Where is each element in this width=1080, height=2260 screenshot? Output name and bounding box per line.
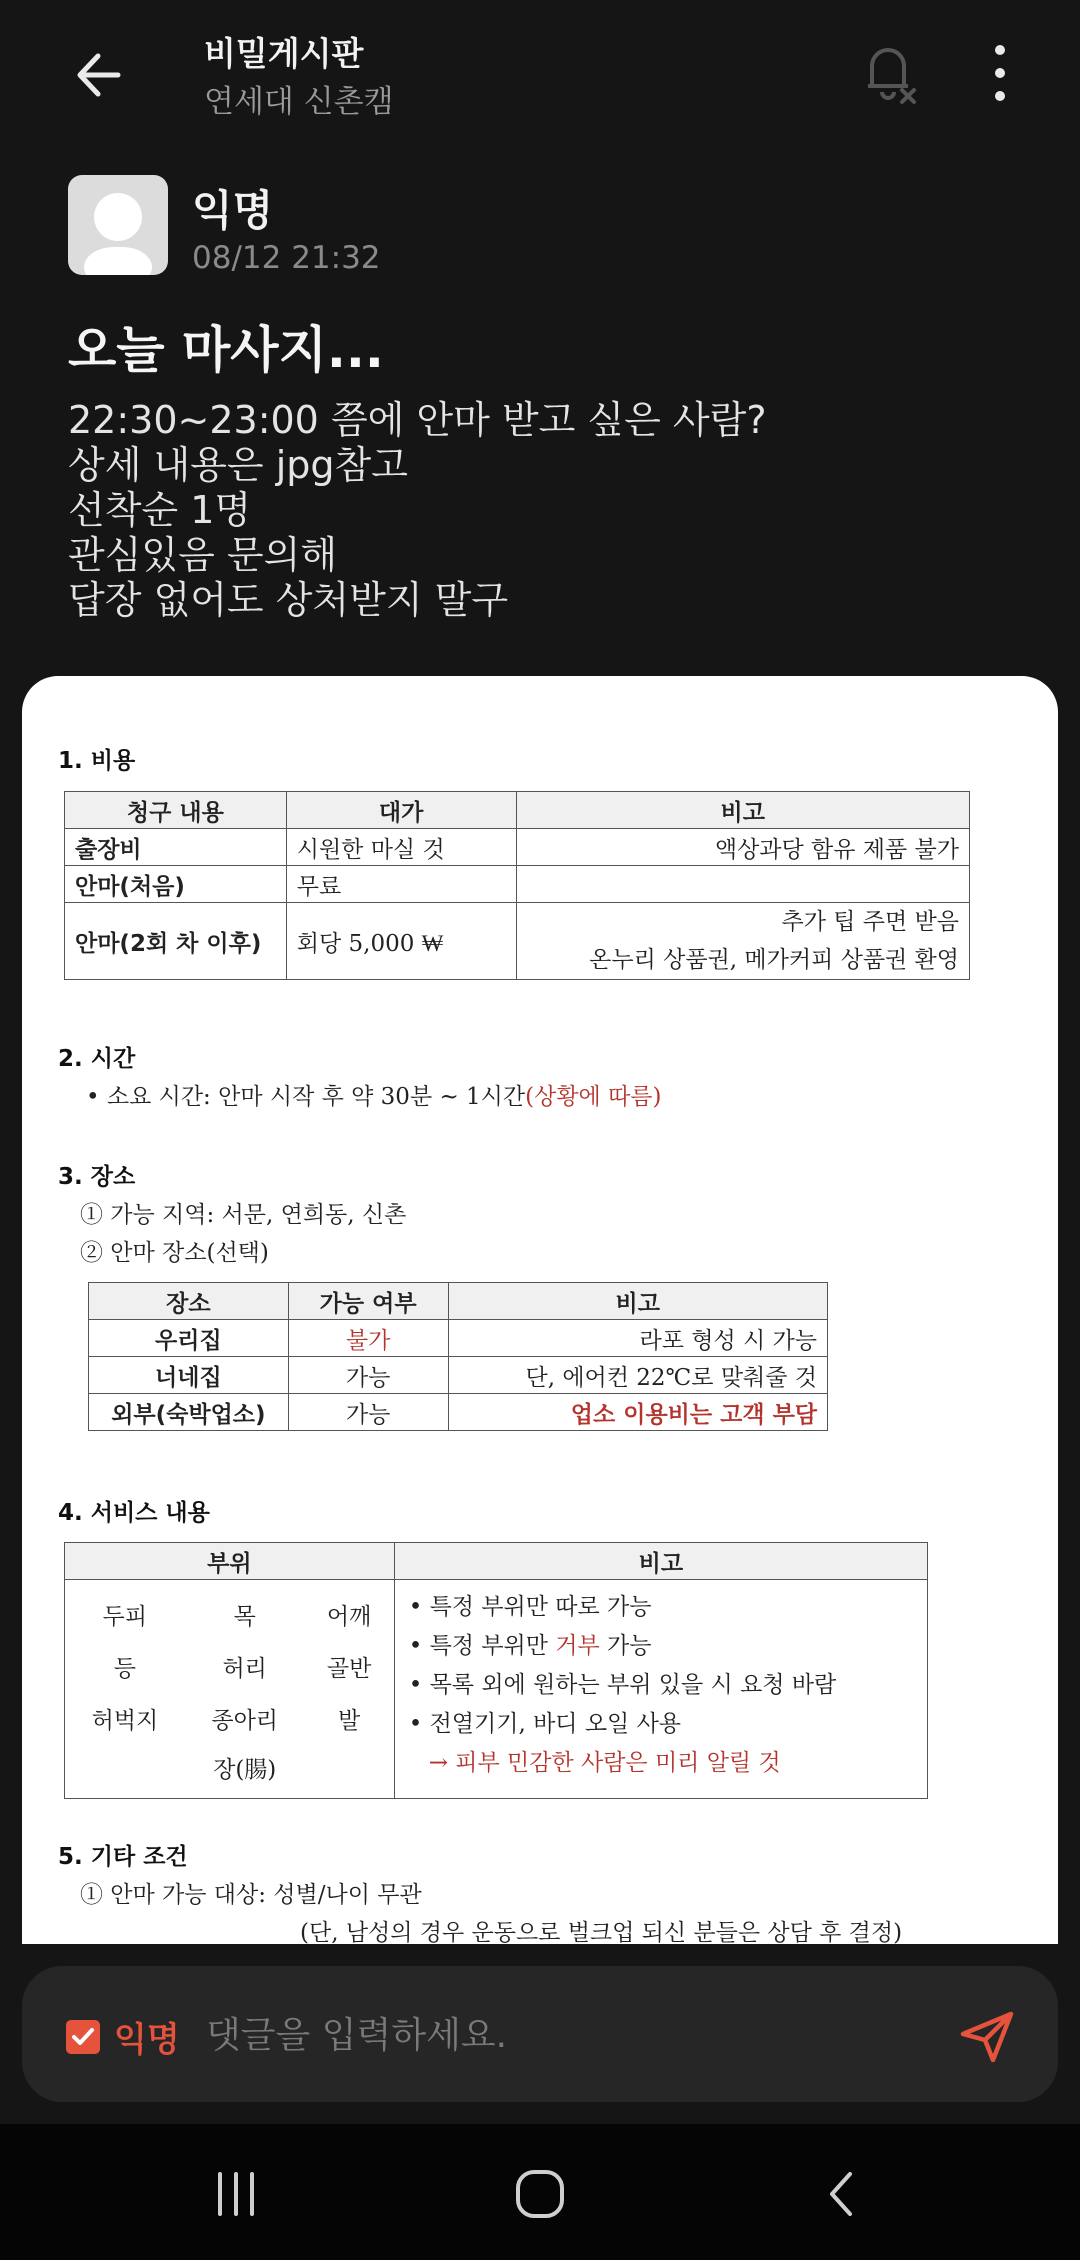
- section-heading: 1. 비용: [58, 748, 136, 774]
- default-avatar-icon: [68, 175, 168, 275]
- service-note: • 전열기기, 바디 오일 사용: [408, 1711, 682, 1737]
- doc-line: ① 가능 지역: 서문, 연희동, 신촌: [80, 1202, 407, 1228]
- body-part: 두피: [102, 1603, 148, 1630]
- post-title: 오늘 마사지...: [68, 321, 384, 379]
- table-header: 비고: [516, 792, 969, 829]
- service-note: • 특정 부위만 따로 가능: [408, 1594, 652, 1620]
- table-cell: 액상과당 함유 제품 불가: [516, 829, 969, 866]
- post-body-line: 관심있음 문의해: [68, 533, 338, 577]
- place-table: [88, 1282, 828, 1431]
- cost-table: [64, 791, 970, 980]
- board-title: 비밀게시판: [204, 34, 364, 73]
- table-cell: 외부(숙박업소): [89, 1394, 289, 1431]
- table-row: [65, 866, 970, 903]
- table-cell: [516, 866, 969, 903]
- avatar: [68, 175, 168, 275]
- table-cell: 무료: [286, 866, 516, 903]
- table-cell: 라포 형성 시 가능: [448, 1320, 827, 1357]
- doc-line: [86, 1078, 661, 1111]
- check-icon: [66, 2020, 100, 2054]
- home-icon[interactable]: [510, 2164, 570, 2224]
- body-part: [305, 1744, 394, 1790]
- table-header: 가능 여부: [288, 1283, 448, 1320]
- attached-image[interactable]: [22, 676, 1058, 1944]
- table-cell: 회당 5,000 ₩: [286, 903, 516, 980]
- more-vertical-icon[interactable]: [982, 40, 1018, 106]
- parts-grid: [65, 1588, 394, 1790]
- table-cell: 안마(처음): [65, 866, 287, 903]
- note-line: 추가 팁 주면 받음: [781, 909, 959, 935]
- table-cell: [65, 1580, 395, 1799]
- post-body-line: 22:30~23:00 쯤에 안마 받고 싶은 사람?: [68, 398, 767, 442]
- body-part: 발: [338, 1707, 361, 1734]
- post-body-line: 답장 없어도 상처받지 말구: [68, 578, 509, 622]
- section-heading: 4. 서비스 내용: [58, 1500, 210, 1526]
- service-table: [64, 1542, 928, 1799]
- table-header: 비고: [448, 1283, 827, 1320]
- table-cell: 업소 이용비는 고객 부담: [448, 1394, 827, 1431]
- section-heading: 2. 시간: [58, 1046, 136, 1072]
- table-cell: 우리집: [89, 1320, 289, 1357]
- table-header: 비고: [394, 1543, 927, 1580]
- doc-line: ② 안마 장소(선택): [80, 1240, 269, 1266]
- table-row: [65, 1580, 928, 1799]
- table-cell: 불가: [288, 1320, 448, 1357]
- table-header: 대가: [286, 792, 516, 829]
- recent-apps-icon[interactable]: [206, 2164, 266, 2224]
- note-line: 온누리 상품권, 메가커피 상품권 환영: [589, 947, 959, 973]
- table-row: [89, 1357, 828, 1394]
- body-part: [65, 1744, 185, 1790]
- anonymous-checkbox[interactable]: [66, 2020, 100, 2054]
- table-cell: 단, 에어컨 22℃로 맞춰줄 것: [448, 1357, 827, 1394]
- table-cell: 가능: [288, 1357, 448, 1394]
- post-body-line: 상세 내용은 jpg참고: [68, 443, 408, 487]
- table-cell: [516, 903, 969, 980]
- doc-line: (단, 남성의 경우 운동으로 벌크업 되신 분들은 상담 후 결정): [300, 1920, 903, 1944]
- body-part: 종아리: [211, 1707, 279, 1734]
- post-date: 08/12 21:32: [192, 240, 381, 276]
- table-header: 부위: [65, 1543, 395, 1580]
- service-note: • 목록 외에 원하는 부위 있을 시 요청 바람: [408, 1672, 837, 1698]
- table-cell: [394, 1580, 927, 1799]
- body-part: 목: [233, 1603, 256, 1630]
- body-part: 어깨: [326, 1603, 372, 1630]
- table-header: 청구 내용: [65, 792, 287, 829]
- bell-off-icon[interactable]: [858, 38, 922, 108]
- table-row: [65, 829, 970, 866]
- table-cell: 안마(2회 차 이후): [65, 903, 287, 980]
- time-text: • 소요 시간: 안마 시작 후 약 30분 ~ 1시간: [86, 1084, 526, 1110]
- body-part: 허리: [222, 1655, 267, 1682]
- table-row: [89, 1394, 828, 1431]
- body-part: 허벅지: [91, 1707, 159, 1734]
- section-heading: 5. 기타 조건: [58, 1844, 188, 1870]
- service-note: → 피부 민감한 사람은 미리 알릴 것: [428, 1750, 781, 1776]
- doc-line: ① 안마 가능 대상: 성별/나이 무관: [80, 1882, 422, 1908]
- author-name: 익명: [192, 186, 274, 235]
- table-cell: 너네집: [89, 1357, 289, 1394]
- board-subtitle: 연세대 신촌캠: [204, 84, 394, 120]
- back-icon[interactable]: [812, 2164, 872, 2224]
- table-cell: 시원한 마실 것: [286, 829, 516, 866]
- time-note: (상황에 따름): [525, 1084, 662, 1110]
- back-arrow-icon[interactable]: [70, 40, 140, 110]
- system-navbar: [0, 2124, 1080, 2260]
- table-row: [65, 903, 970, 980]
- service-note: • 특정 부위만 거부 가능: [408, 1633, 652, 1659]
- send-icon[interactable]: [957, 2006, 1017, 2066]
- post-body: [68, 398, 1028, 623]
- section-heading: 3. 장소: [58, 1164, 136, 1190]
- comment-input[interactable]: [204, 2004, 928, 2066]
- table-cell: 출장비: [65, 829, 287, 866]
- body-part: 등: [113, 1655, 136, 1682]
- comment-bar: [22, 1966, 1058, 2102]
- app-header: [0, 0, 1080, 150]
- table-header: 장소: [89, 1283, 289, 1320]
- body-part: 장(腸): [213, 1756, 277, 1783]
- body-part: 골반: [326, 1655, 372, 1682]
- table-cell: 가능: [288, 1394, 448, 1431]
- anonymous-label[interactable]: 익명: [114, 2020, 180, 2060]
- post-body-line: 선착순 1명: [68, 488, 252, 532]
- table-row: [89, 1320, 828, 1357]
